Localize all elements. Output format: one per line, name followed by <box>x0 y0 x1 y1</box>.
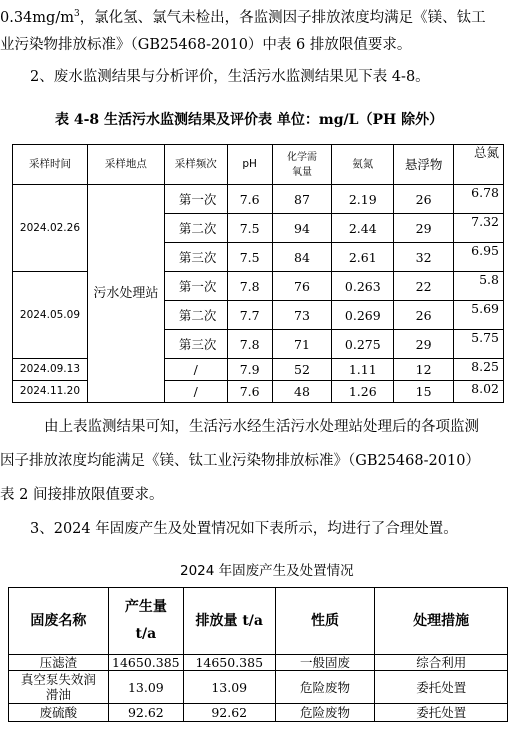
header-production-line-2: t/a <box>135 626 157 642</box>
text-segment: ，氯化氢、氯气未检出，各监测因子排放浓度均满足《镁、钛工 <box>79 9 486 26</box>
freq-cell: 第二次 <box>164 214 227 243</box>
table-1-caption: 表 4-8 生活污水监测结果及评价表 单位：mg/L（PH 除外） <box>55 112 444 128</box>
ammonia-cell: 1.11 <box>332 359 394 381</box>
table-row <box>13 381 504 403</box>
paragraph-1-line-2: 业污染物排放标准》（GB25468-2010）中表 6 排放限值要求。 <box>0 37 412 53</box>
waste-name-cell <box>9 671 109 704</box>
table-water-monitoring <box>12 144 504 403</box>
table-solid-waste <box>8 587 508 722</box>
header-ammonia: 氨氮 <box>332 145 394 185</box>
production-cell: 92.62 <box>108 704 183 722</box>
date-cell: 2024.09.13 <box>13 359 88 381</box>
ss-cell: 22 <box>394 272 454 301</box>
measure-cell: 委托处置 <box>375 704 508 722</box>
header-sampling-time: 采样时间 <box>13 145 88 185</box>
production-cell: 13.09 <box>108 671 183 704</box>
header-measure: 处理措施 <box>375 588 508 655</box>
ph-cell: 7.8 <box>227 330 272 359</box>
ph-cell: 7.6 <box>227 381 272 403</box>
tn-cell: 5.8 <box>454 272 504 301</box>
date-cell: 2024.05.09 <box>13 272 88 359</box>
ph-cell: 7.9 <box>227 359 272 381</box>
emission-cell: 13.09 <box>183 671 275 704</box>
nature-cell: 危险废物 <box>275 704 375 722</box>
freq-cell: 第三次 <box>164 243 227 272</box>
production-cell: 14650.385 <box>108 655 183 671</box>
table-row <box>13 185 504 214</box>
tn-cell: 6.95 <box>454 243 504 272</box>
ammonia-cell: 0.263 <box>332 272 394 301</box>
date-cell: 2024.02.26 <box>13 185 88 272</box>
ammonia-cell: 2.44 <box>332 214 394 243</box>
cod-cell: 73 <box>272 301 332 330</box>
text-segment: 0.34mg/m <box>0 9 74 26</box>
tn-cell: 5.75 <box>454 330 504 359</box>
ammonia-cell: 0.269 <box>332 301 394 330</box>
ss-cell: 26 <box>394 301 454 330</box>
cod-cell: 87 <box>272 185 332 214</box>
tn-cell: 8.25 <box>454 359 504 381</box>
header-suspended-solids: 悬浮物 <box>394 145 454 185</box>
freq-cell: 第三次 <box>164 330 227 359</box>
header-cod-line-1: 化学需 <box>286 151 317 163</box>
tn-cell: 7.32 <box>454 214 504 243</box>
measure-cell: 综合利用 <box>375 655 508 671</box>
header-sampling-frequency: 采样频次 <box>164 145 227 185</box>
ammonia-cell: 2.19 <box>332 185 394 214</box>
cod-cell: 84 <box>272 243 332 272</box>
freq-cell: 第一次 <box>164 185 227 214</box>
header-cod <box>272 145 332 185</box>
waste-name-line-2: 滑油 <box>45 687 71 702</box>
ss-cell: 29 <box>394 214 454 243</box>
ph-cell: 7.6 <box>227 185 272 214</box>
nature-cell: 一般固废 <box>275 655 375 671</box>
freq-cell: 第一次 <box>164 272 227 301</box>
header-production <box>108 588 183 655</box>
header-production-line-1: 产生量 <box>124 599 167 615</box>
header-total-nitrogen: 总氮 <box>454 145 504 185</box>
ammonia-cell: 1.26 <box>332 381 394 403</box>
paragraph-2: 2、废水监测结果与分析评价，生活污水监测结果见下表 4-8。 <box>30 69 430 85</box>
table-row <box>9 671 508 704</box>
ph-cell: 7.5 <box>227 243 272 272</box>
cod-cell: 71 <box>272 330 332 359</box>
ss-cell: 26 <box>394 185 454 214</box>
ph-cell: 7.7 <box>227 301 272 330</box>
paragraph-4: 3、2024 年固废产生及处置情况如下表所示，均进行了合理处置。 <box>30 521 458 537</box>
tn-cell: 8.02 <box>454 381 504 403</box>
emission-cell: 14650.385 <box>183 655 275 671</box>
date-cell: 2024.11.20 <box>13 381 88 403</box>
table-row <box>9 655 508 671</box>
freq-cell: / <box>164 359 227 381</box>
table-2-caption: 2024 年固废产生及处置情况 <box>180 563 354 579</box>
emission-cell: 92.62 <box>183 704 275 722</box>
table-row <box>13 272 504 301</box>
ss-cell: 32 <box>394 243 454 272</box>
freq-cell: 第二次 <box>164 301 227 330</box>
location-cell: 污水处理站 <box>87 185 164 403</box>
ph-cell: 7.5 <box>227 214 272 243</box>
ammonia-cell: 0.275 <box>332 330 394 359</box>
paragraph-3-line-1: 由上表监测结果可知，生活污水经生活污水处理站处理后的各项监测 <box>44 419 479 435</box>
table-header-row <box>13 145 504 185</box>
ss-cell: 29 <box>394 330 454 359</box>
ammonia-cell: 2.61 <box>332 243 394 272</box>
paragraph-3-line-2: 因子排放浓度均能满足《镁、钛工业污染物排放标准》（GB25468-2010） <box>0 453 480 469</box>
table-row <box>9 704 508 722</box>
ss-cell: 15 <box>394 381 454 403</box>
cod-cell: 48 <box>272 381 332 403</box>
nature-cell: 危险废物 <box>275 671 375 704</box>
cod-cell: 94 <box>272 214 332 243</box>
superscript: 3 <box>73 9 80 19</box>
header-ph: pH <box>227 145 272 185</box>
waste-name-line-1: 真空泵失效润 <box>20 672 96 687</box>
table-header-row <box>9 588 508 655</box>
paragraph-3-line-3: 表 2 间接排放限值要求。 <box>0 487 164 503</box>
header-sampling-location: 采样地点 <box>87 145 164 185</box>
header-emission: 排放量 t/a <box>183 588 275 655</box>
cod-cell: 52 <box>272 359 332 381</box>
header-waste-name: 固废名称 <box>9 588 109 655</box>
measure-cell: 委托处置 <box>375 671 508 704</box>
freq-cell: / <box>164 381 227 403</box>
paragraph-1-line-1 <box>0 4 486 28</box>
table-row <box>13 359 504 381</box>
header-cod-line-2: 氧量 <box>291 166 312 178</box>
cod-cell: 76 <box>272 272 332 301</box>
tn-cell: 6.78 <box>454 185 504 214</box>
ph-cell: 7.8 <box>227 272 272 301</box>
tn-cell: 5.69 <box>454 301 504 330</box>
ss-cell: 12 <box>394 359 454 381</box>
waste-name-cell: 压滤渣 <box>9 655 109 671</box>
header-nature: 性质 <box>275 588 375 655</box>
waste-name-cell: 废硫酸 <box>9 704 109 722</box>
